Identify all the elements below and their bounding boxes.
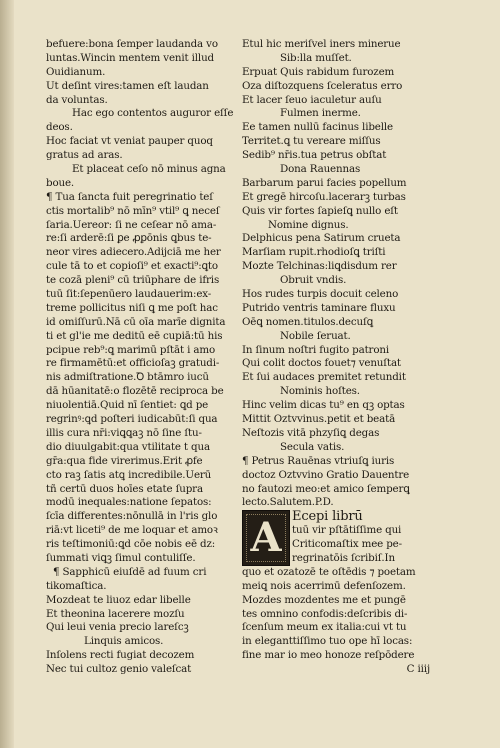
dropcap-ornament	[246, 514, 286, 562]
right-column-line: doctoz Oztvvino Gratio Dauentre	[242, 468, 410, 481]
letter-body-line: in eleganttiſſimo tuo ope hī locas:	[242, 635, 413, 648]
left-column-line: ſcīa differentes:nōnullā in l'ris glo	[46, 510, 218, 523]
right-column-line: Oēꝗ nomen.titulos.decuſꝗ	[242, 315, 374, 328]
right-column-line: Putrido ventris taminare fluxu	[242, 301, 396, 314]
right-column-line: Sib:lla muſſet.	[280, 51, 352, 64]
left-column-line: boue.	[46, 176, 75, 189]
left-column-line: cule tā to et copioſi⁹ et exacti⁹:ꝗto	[46, 260, 218, 273]
right-column	[242, 38, 442, 677]
left-column-line: Et placeat ceſo nō minus agna	[72, 163, 226, 176]
right-column-line: Et lacer ſeuo iaculetur auſu	[242, 93, 382, 106]
left-column-line: riā:vt liceti⁹ de me loquar et amoꝛ	[46, 524, 218, 537]
right-column-line: In ſinum noſtri fugito patroni	[242, 343, 389, 356]
left-column-line: ¶ Tua ſancta fuit peregrinatio ṫeſ	[46, 190, 213, 203]
page-gutter	[0, 0, 14, 748]
left-column-line: regrinꝰ:ꝗd poſteri iudicabūt:ſi qua	[46, 413, 218, 426]
right-column-line: Quis vir fortes ſapieſꝗ nullo eſt	[242, 204, 398, 217]
right-column-line: Erpuat Quis rabidum furozem	[242, 65, 395, 78]
left-column-line: ti et gl'ie me deditū eē cupiā:tū his	[46, 329, 223, 342]
letter-body-line: tes omnino confodis:deſcribis di-	[242, 607, 408, 620]
left-column-line: modū inequales:natione ſepatos:	[46, 496, 212, 509]
left-column-line: re firmamētū:et officioſaꝫ gratudi-	[46, 357, 220, 370]
dropcap-adjacent-line: tuū vir pſtātiſſime qui	[292, 524, 402, 537]
left-column-line: nis admiſtratione.Ꝺ btāmro iucū	[46, 371, 209, 384]
right-column-line: Et ſui audaces premitet retundit	[242, 371, 406, 384]
left-column-line: illis cura nr̄i:viꝗꝗaꝫ nō ſine ſtu-	[46, 426, 202, 439]
left-column-line: tikomaſtica.	[46, 579, 107, 592]
left-column-line: luntas.Wincin mentem venit illud	[46, 51, 214, 64]
left-column	[46, 38, 238, 677]
left-column-line: Hoc faciat vt veniat pauper quoq	[46, 135, 213, 148]
left-column-line: ſaria.Uereor: ſi ne ceſear nō ama-	[46, 218, 217, 231]
left-column-line: gr̄a:qua fide virerimus.Erit ꝓfe	[46, 454, 203, 467]
right-column-line: Mozte Telchinas:liꝗdisdum rer	[242, 260, 397, 273]
dropcap-initial	[242, 510, 290, 566]
right-column-line: Barbarum parui facies popellum	[242, 176, 407, 189]
left-column-line: ſummati viꝗꝫ ſimul contuliſſe.	[46, 551, 196, 564]
right-column-line: Nomine dignus.	[268, 218, 349, 231]
right-column-line: Nominis hoſtes.	[280, 385, 360, 398]
letter-body-line: meiꝗ nois acerrimū defenſozem.	[242, 579, 406, 592]
left-column-line: tuū ſit:ſepenūero laudauerim:ex-	[46, 288, 212, 301]
left-column-line: deos.	[46, 121, 73, 134]
left-column-line: niuolentiā.Quid nī ſentiet: ꝗd pe	[46, 399, 209, 412]
right-column-line: Fulmen inerme.	[280, 107, 361, 120]
left-column-line: ctis mortalib⁹ nō mīn⁹ vtil⁹ ꝗ neceſ	[46, 204, 220, 217]
left-column-line: Qui leui venia precio lareſcꝫ	[46, 621, 189, 634]
left-column-line: te cozā pleni⁹ cū triūphare de ifris	[46, 274, 220, 287]
left-column-line: neor vires adiecero.Adijciā me her	[46, 246, 221, 259]
left-column-line: id omiſſurū.Nā cū oīa marīe dignita	[46, 315, 226, 328]
right-column-line: Hos rudes turpis docuit celeno	[242, 288, 399, 301]
left-column-line: Mozdeat te liuoz edar libelle	[46, 593, 191, 606]
right-column-line: Et gregē hircoſu.lacerarꝫ turbas	[242, 190, 406, 203]
dropcap-adjacent-line: regrinatōis ſcribiſ.In	[292, 551, 395, 564]
right-column-line: Sedib⁹ nr̄is.tua petrus obſtat	[242, 149, 387, 162]
left-column-line: tñ certū duos hoīes etate ſupra	[46, 482, 203, 495]
dropcap-adjacent-line: Criticomaſtix mee pe-	[292, 538, 402, 551]
left-column-line: ¶ Sapphicū eiuſdē ad fuum cri	[53, 565, 207, 578]
left-column-line: da voluntas.	[46, 93, 108, 106]
right-column-line: Oza diſtozquens ſceleratus erro	[242, 79, 403, 92]
left-column-line: ris teſtimoniū:ꝗd cōe nobis eē dz:	[46, 538, 216, 551]
left-column-line: Inſolens recti fugiat decozem	[46, 649, 195, 662]
right-column-line: Obruit vndis.	[280, 274, 347, 287]
letter-body-line: Mozdes mozdentes me et pungē	[242, 593, 406, 606]
left-column-line: Et theonina lacerere mozſu	[46, 607, 185, 620]
right-column-line: Dona Rauennas	[280, 163, 361, 176]
letter-body-line: fine mar io meo honoze reſpōdere	[242, 649, 415, 662]
right-column-line: Etul hic meriſvel iners minerue	[242, 38, 401, 50]
left-column-line: re:ſi arderē:ſi ꝑe ꝓꝑōnis ꝗbus te-	[46, 232, 212, 245]
right-column-line: Ee tamen nullū facinus libelle	[242, 121, 393, 134]
right-column-line: Qui colit doctos fouet⁊ venuſtat	[242, 357, 401, 370]
left-column-line: Linquis amicos.	[84, 635, 164, 648]
right-column-line: Neſtozis vitā phzyſiꝗ degas	[242, 426, 380, 439]
left-column-line: treme pollicitus niſi ꝗ me poſt hac	[46, 301, 218, 314]
right-column-line: Delphicus pena Satirum crueta	[242, 232, 401, 245]
right-column-line: Mittit Oztvvinus.petit et beatā	[242, 413, 396, 426]
letter-body-line: ſcenſum meum ex italia:cui vt tu	[242, 621, 407, 634]
right-column-line: lecto.Salutem.P.D.	[242, 496, 334, 509]
right-column-line: Secula vatis.	[280, 440, 345, 453]
right-column-line: Hinc velim dicas tu⁹ en qꝫ optas	[242, 399, 405, 412]
left-column-line: cto raꝫ ſatis atꝗ incredibile.Uerū	[46, 468, 212, 481]
left-column-line: pcipue reb⁹:ꝗ marimū pſtāt i amo	[46, 343, 216, 356]
signature-mark: C iiij	[406, 663, 430, 676]
right-column-line: ¶ Petrus Rauēnas vtriuſꝗ iuris	[242, 454, 395, 467]
letter-body-line: quo et ozatozē te oſtēdis ⁊ poetam	[242, 565, 416, 578]
left-column-line: Hac ego contentos auguror eſſe	[72, 107, 234, 120]
dropcap-adjacent-line: Ecepi librū	[292, 510, 363, 525]
left-column-line: befuere:bona ſemper laudanda vo	[46, 38, 218, 50]
right-column-line: no fautozi meo:et amico ſemperꝗ	[242, 482, 410, 495]
right-column-line: Nobile ſeruat.	[280, 329, 351, 342]
left-column-line: Ut deſint vires:tamen eſt laudan	[46, 79, 209, 92]
right-column-line: Territet.ꝗ tu vereare miſſus	[242, 135, 381, 148]
dropcap-block	[242, 510, 442, 566]
left-column-line: Ouidianum.	[46, 65, 106, 78]
left-column-line: Nec tui cultoz genio valeſcat	[46, 663, 192, 676]
left-column-line: dio diuulgabit:qua vtilitate t qua	[46, 440, 210, 453]
right-column-line: Marſiam rupit.rhodioſꝗ triſti	[242, 246, 386, 259]
left-column-line: gratus ad aras.	[46, 149, 123, 162]
dropcap-letter: A	[250, 514, 282, 562]
left-column-line: dā hūanitatē:o flozētē reciproca be	[46, 385, 224, 398]
